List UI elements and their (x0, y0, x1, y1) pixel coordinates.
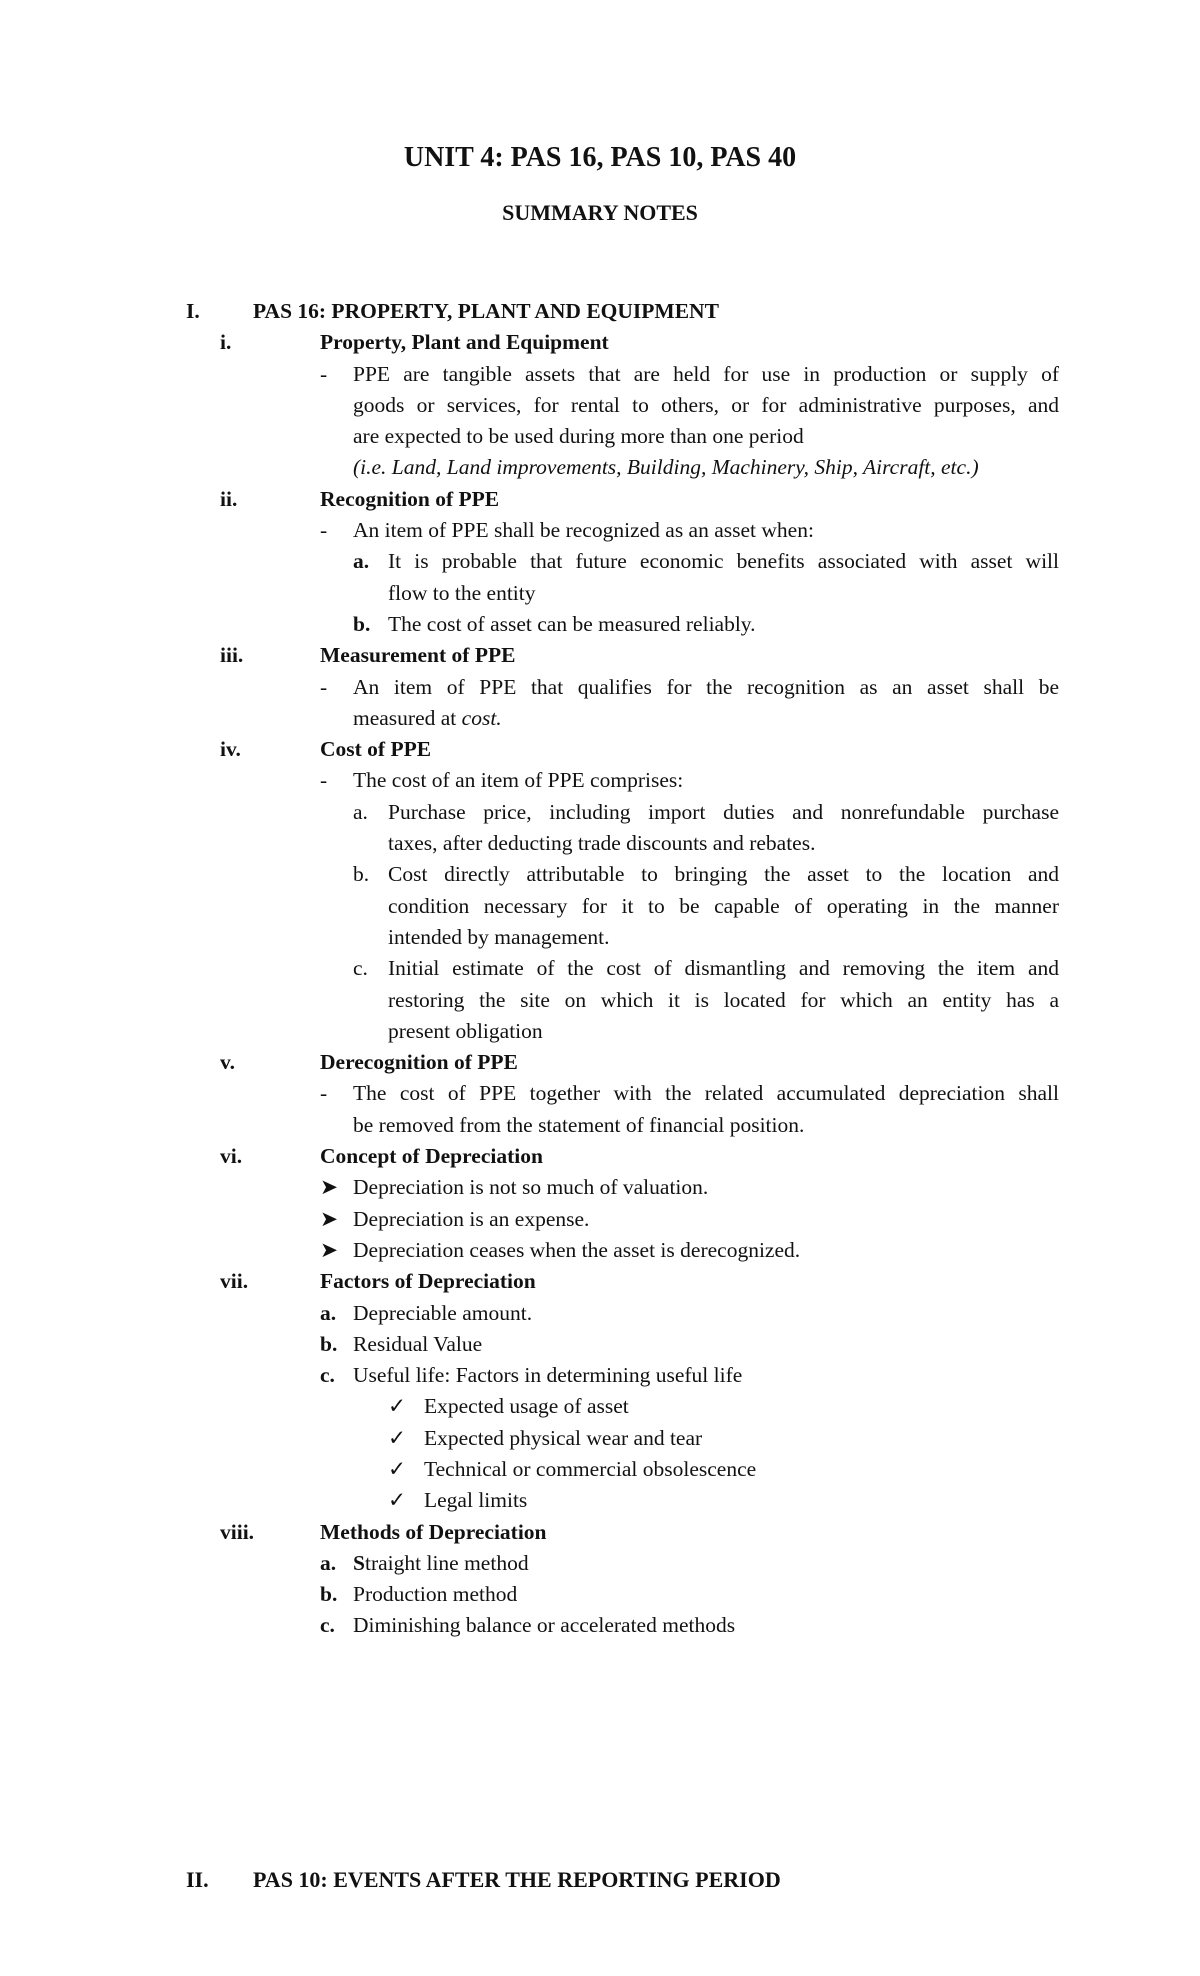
text-line: Technical or commercial obsolescence (424, 1456, 757, 1481)
section-numeral: II. (186, 1866, 209, 1892)
text-line (0, 703, 1200, 734)
text-line: Initial estimate of the cost of dismantling and removing the item and (388, 956, 1059, 981)
subsection-heading (0, 327, 1200, 358)
item-label: a. (320, 1300, 337, 1325)
subsection-title: Concept of Depreciation (320, 1144, 543, 1169)
check-item (0, 1454, 1200, 1485)
text-line: Depreciation ceases when the asset is derecognized. (353, 1237, 801, 1262)
document-title: UNIT 4: PAS 16, PAS 10, PAS 40 (403, 142, 797, 173)
item-label: b. (320, 1331, 338, 1356)
text-line: intended by management. (388, 924, 610, 949)
text-line: Expected physical wear and tear (424, 1425, 703, 1450)
text-fragment: measured at (353, 705, 457, 730)
text-line: taxes, after deducting trade discounts and rebates. (388, 831, 816, 856)
subsection-numeral: iii. (220, 643, 244, 668)
item-label: b. (320, 1582, 338, 1607)
dash-bullet: - (320, 518, 328, 543)
dash-bullet: - (320, 674, 328, 699)
item-label: c. (320, 1613, 335, 1638)
subsection-title: Derecognition of PPE (320, 1050, 518, 1075)
text-line: Production method (353, 1582, 518, 1607)
text-line: The cost of asset can be measured reliably. (388, 611, 756, 636)
subsection-numeral: vii. (220, 1269, 249, 1294)
list-item (0, 859, 1200, 890)
text-line: Depreciation is an expense. (353, 1206, 590, 1231)
section-2-heading (0, 1864, 1200, 1895)
text-line: Purchase price, including import duties and nonrefundable purchase (388, 799, 1059, 824)
subsection-numeral: iv. (220, 737, 241, 762)
subsection-heading (0, 1047, 1200, 1078)
arrow-bullet-icon: ➤ (320, 1175, 339, 1200)
subsection-heading (0, 1266, 1200, 1297)
text-line: The cost of an item of PPE comprises: (353, 768, 684, 793)
section-title: PAS 10: EVENTS AFTER THE REPORTING PERIOD (253, 1866, 781, 1892)
subsection-heading (0, 734, 1200, 765)
dash-bullet: - (320, 1081, 328, 1106)
check-item (0, 1485, 1200, 1516)
check-item (0, 1391, 1200, 1422)
list-item (0, 1579, 1200, 1610)
text-line: PPE are tangible assets that are held for use in production or supply of (353, 361, 1059, 386)
text-line (0, 1548, 1200, 1579)
text-line: Cost directly attributable to bringing the asset to the location and (388, 862, 1059, 887)
list-item (0, 953, 1200, 984)
item-label: b. (353, 862, 370, 887)
checkmark-icon: ✓ (388, 1488, 407, 1513)
subsection-title: Factors of Depreciation (320, 1269, 536, 1294)
dash-bullet: - (320, 768, 328, 793)
dash-item (0, 1078, 1200, 1109)
arrow-bullet-icon: ➤ (320, 1237, 339, 1262)
list-item (0, 1548, 1200, 1579)
item-label: a. (353, 549, 370, 574)
text-line: be removed from the statement of financial position. (353, 1112, 805, 1137)
subsection-numeral: viii. (220, 1519, 255, 1544)
section-title: PAS 16: PROPERTY, PLANT AND EQUIPMENT (253, 299, 719, 323)
text-line: An item of PPE shall be recognized as an asset when: (353, 518, 814, 543)
text-line: restoring the site on which it is located for which an entity has a (388, 987, 1059, 1012)
list-item (0, 1329, 1200, 1360)
bold-letter: S (353, 1550, 365, 1575)
text-line: The cost of PPE together with the related accumulated depreciation shall (353, 1081, 1059, 1106)
section-numeral: I. (186, 299, 200, 323)
text-line: present obligation (388, 1018, 543, 1043)
checkmark-icon: ✓ (388, 1394, 407, 1419)
list-item (0, 797, 1200, 828)
text-line: Depreciable amount. (353, 1300, 533, 1325)
arrow-item (0, 1172, 1200, 1203)
item-label: a. (353, 799, 368, 824)
subsection-heading (0, 640, 1200, 671)
subsection-numeral: vi. (220, 1144, 243, 1169)
list-item (0, 609, 1200, 640)
subsection-title: Measurement of PPE (320, 643, 516, 668)
checkmark-icon: ✓ (388, 1425, 407, 1450)
dash-item (0, 672, 1200, 703)
subsection-title: Cost of PPE (320, 737, 432, 762)
document-subtitle: SUMMARY NOTES (502, 200, 698, 225)
subsection-title: Recognition of PPE (320, 486, 500, 511)
text-line: An item of PPE that qualifies for the recognition as an asset shall be (353, 674, 1059, 699)
emphasis-text: cost. (461, 705, 502, 730)
text-line: condition necessary for it to be capable of operating in the manner (388, 893, 1059, 918)
arrow-item (0, 1235, 1200, 1266)
item-label: c. (320, 1363, 335, 1388)
examples-line: (i.e. Land, Land improvements, Building, Machinery, Ship, Aircraft, etc.) (353, 455, 979, 480)
subsection-title: Property, Plant and Equipment (320, 330, 609, 355)
list-item (0, 1610, 1200, 1641)
item-label: b. (353, 611, 371, 636)
dash-bullet: - (320, 361, 328, 386)
subsection-numeral: i. (220, 330, 232, 355)
section-1-heading (0, 296, 1200, 327)
text-line: are expected to be used during more than one period (353, 424, 804, 449)
check-item (0, 1423, 1200, 1454)
list-item (0, 1360, 1200, 1391)
list-item (0, 1298, 1200, 1329)
item-label: c. (353, 956, 368, 981)
subsection-numeral: v. (220, 1050, 235, 1075)
text-line: Diminishing balance or accelerated methods (353, 1613, 736, 1638)
section-1 (0, 296, 1200, 1895)
arrow-bullet-icon: ➤ (320, 1206, 339, 1231)
arrow-item (0, 1204, 1200, 1235)
text-line: Useful life: Factors in determining useful life (353, 1363, 743, 1388)
text-line: Legal limits (424, 1488, 528, 1513)
text-line: Residual Value (353, 1331, 483, 1356)
dash-item (0, 515, 1200, 546)
text-fragment: traight line method (364, 1550, 529, 1575)
dash-item (0, 359, 1200, 390)
checkmark-icon: ✓ (388, 1456, 407, 1481)
text-line: flow to the entity (388, 580, 536, 605)
text-line: It is probable that future economic benefits associated with asset will (388, 549, 1059, 574)
text-line: Depreciation is not so much of valuation. (353, 1175, 709, 1200)
subsection-title: Methods of Depreciation (320, 1519, 547, 1544)
subsection-heading (0, 1141, 1200, 1172)
item-label: a. (320, 1550, 337, 1575)
text-line: goods or services, for rental to others, or for administrative purposes, and (353, 392, 1059, 417)
subsection-numeral: ii. (220, 486, 238, 511)
dash-item (0, 765, 1200, 796)
text-line: Expected usage of asset (424, 1394, 629, 1419)
subsection-heading (0, 1517, 1200, 1548)
list-item (0, 546, 1200, 577)
subsection-heading (0, 484, 1200, 515)
